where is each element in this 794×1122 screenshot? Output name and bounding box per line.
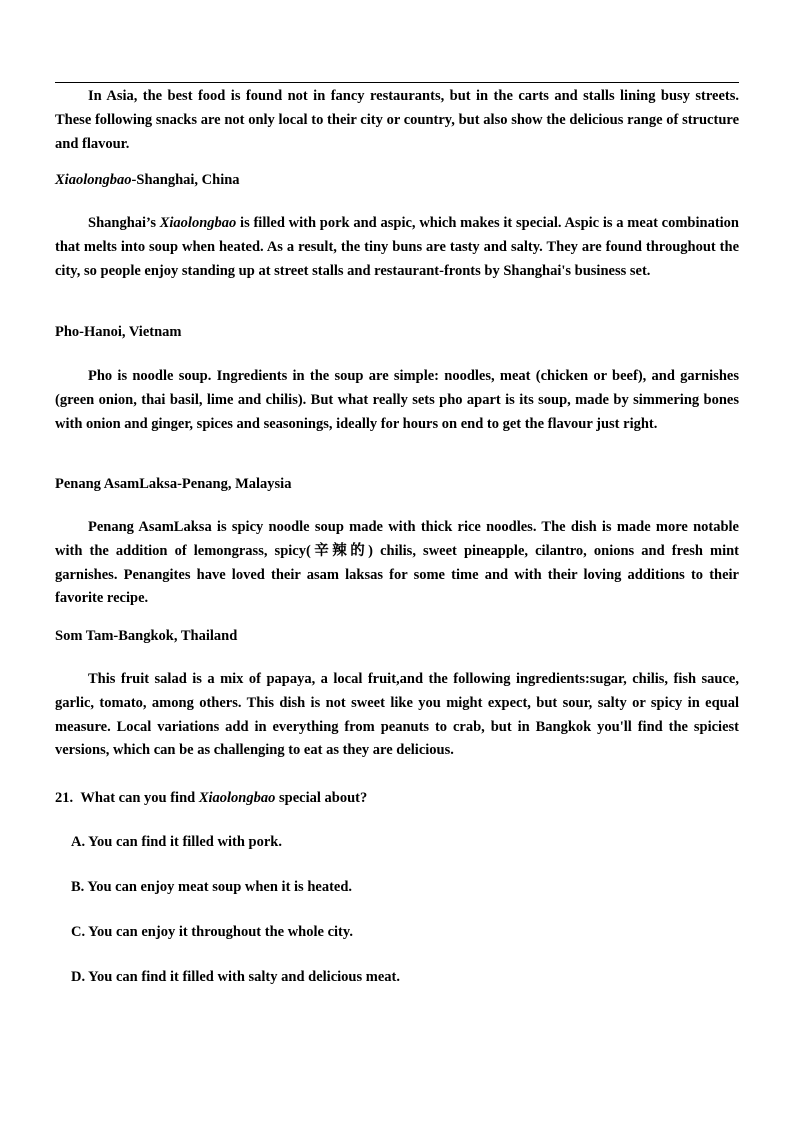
section-body-asam-laksa: Penang AsamLaksa is spicy noodle soup made with thick rice noodles. The dish is made more notable with the addition of lemongrass, spicy(辛辣的) chilis, sweet pineapple, cilantro, onions and fresh mint garnishes. Penangites have loved their asam laksas for some time and with their loving additions to their favorite recipe. <box>55 519 739 607</box>
section-heading-som-tam: Som Tam-Bangkok, Thailand <box>55 628 238 644</box>
option-c: C. You can enjoy it throughout the whole city. <box>71 924 353 940</box>
question-text-pre: What can you find <box>80 790 199 806</box>
section-heading-xiaolongbao <box>55 170 240 190</box>
section-body-xiaolongbao <box>55 212 739 283</box>
question-text-italic: Xiaolongbao <box>198 790 276 806</box>
question-number: 21. <box>55 790 74 806</box>
option-d: D. You can find it filled with salty and delicious meat. <box>71 969 400 985</box>
heading-italic-text: Xiaolongbao <box>55 172 132 188</box>
question-stem <box>55 788 367 808</box>
body-text-post: is filled with pork and aspic, which makes it special. Aspic is a meat combination that melts into soup when heated. As a result, the tiny buns are tasty and salty. They are found throughout the city, so people enjoy standing up at street stalls and restaurant-fronts by Shanghai's business set. <box>55 215 739 279</box>
body-text-italic: Xiaolongbao <box>159 215 237 231</box>
heading-rest-text: -Shanghai, China <box>131 172 240 188</box>
question-text-post: special about? <box>275 790 368 806</box>
section-body-som-tam: This fruit salad is a mix of papaya, a local fruit,and the following ingredients:sugar, chilis, fish sauce, garlic, tomato, among others. This dish is not sweet like you might expect, but sour, salty or spicy in equal measure. Local variations add in everything from peanuts to crab, but in Bangkok you'll find the spiciest versions, which can be as challenging to eat as they are delicious. <box>55 671 739 759</box>
section-heading-asam-laksa: Penang AsamLaksa-Penang, Malaysia <box>55 476 292 492</box>
option-a: A. You can find it filled with pork. <box>71 834 282 850</box>
body-text-pre: Shanghai’s <box>88 215 160 231</box>
option-b: B. You can enjoy meat soup when it is heated. <box>71 879 353 895</box>
header-rule <box>55 82 739 83</box>
section-body-pho: Pho is noodle soup. Ingredients in the soup are simple: noodles, meat (chicken or beef), and garnishes (green onion, thai basil, lime and chilis). But what really sets pho apart is its soup, made by simmering bones with onion and ginger, spices and seasonings, ideally for hours on end to get the flavour just right. <box>55 368 739 432</box>
intro-paragraph: In Asia, the best food is found not in fancy restaurants, but in the carts and stalls lining busy streets. These following snacks are not only local to their city or country, but also show the delicious range of structure and flavour. <box>55 88 739 152</box>
section-heading-pho: Pho-Hanoi, Vietnam <box>55 324 182 340</box>
